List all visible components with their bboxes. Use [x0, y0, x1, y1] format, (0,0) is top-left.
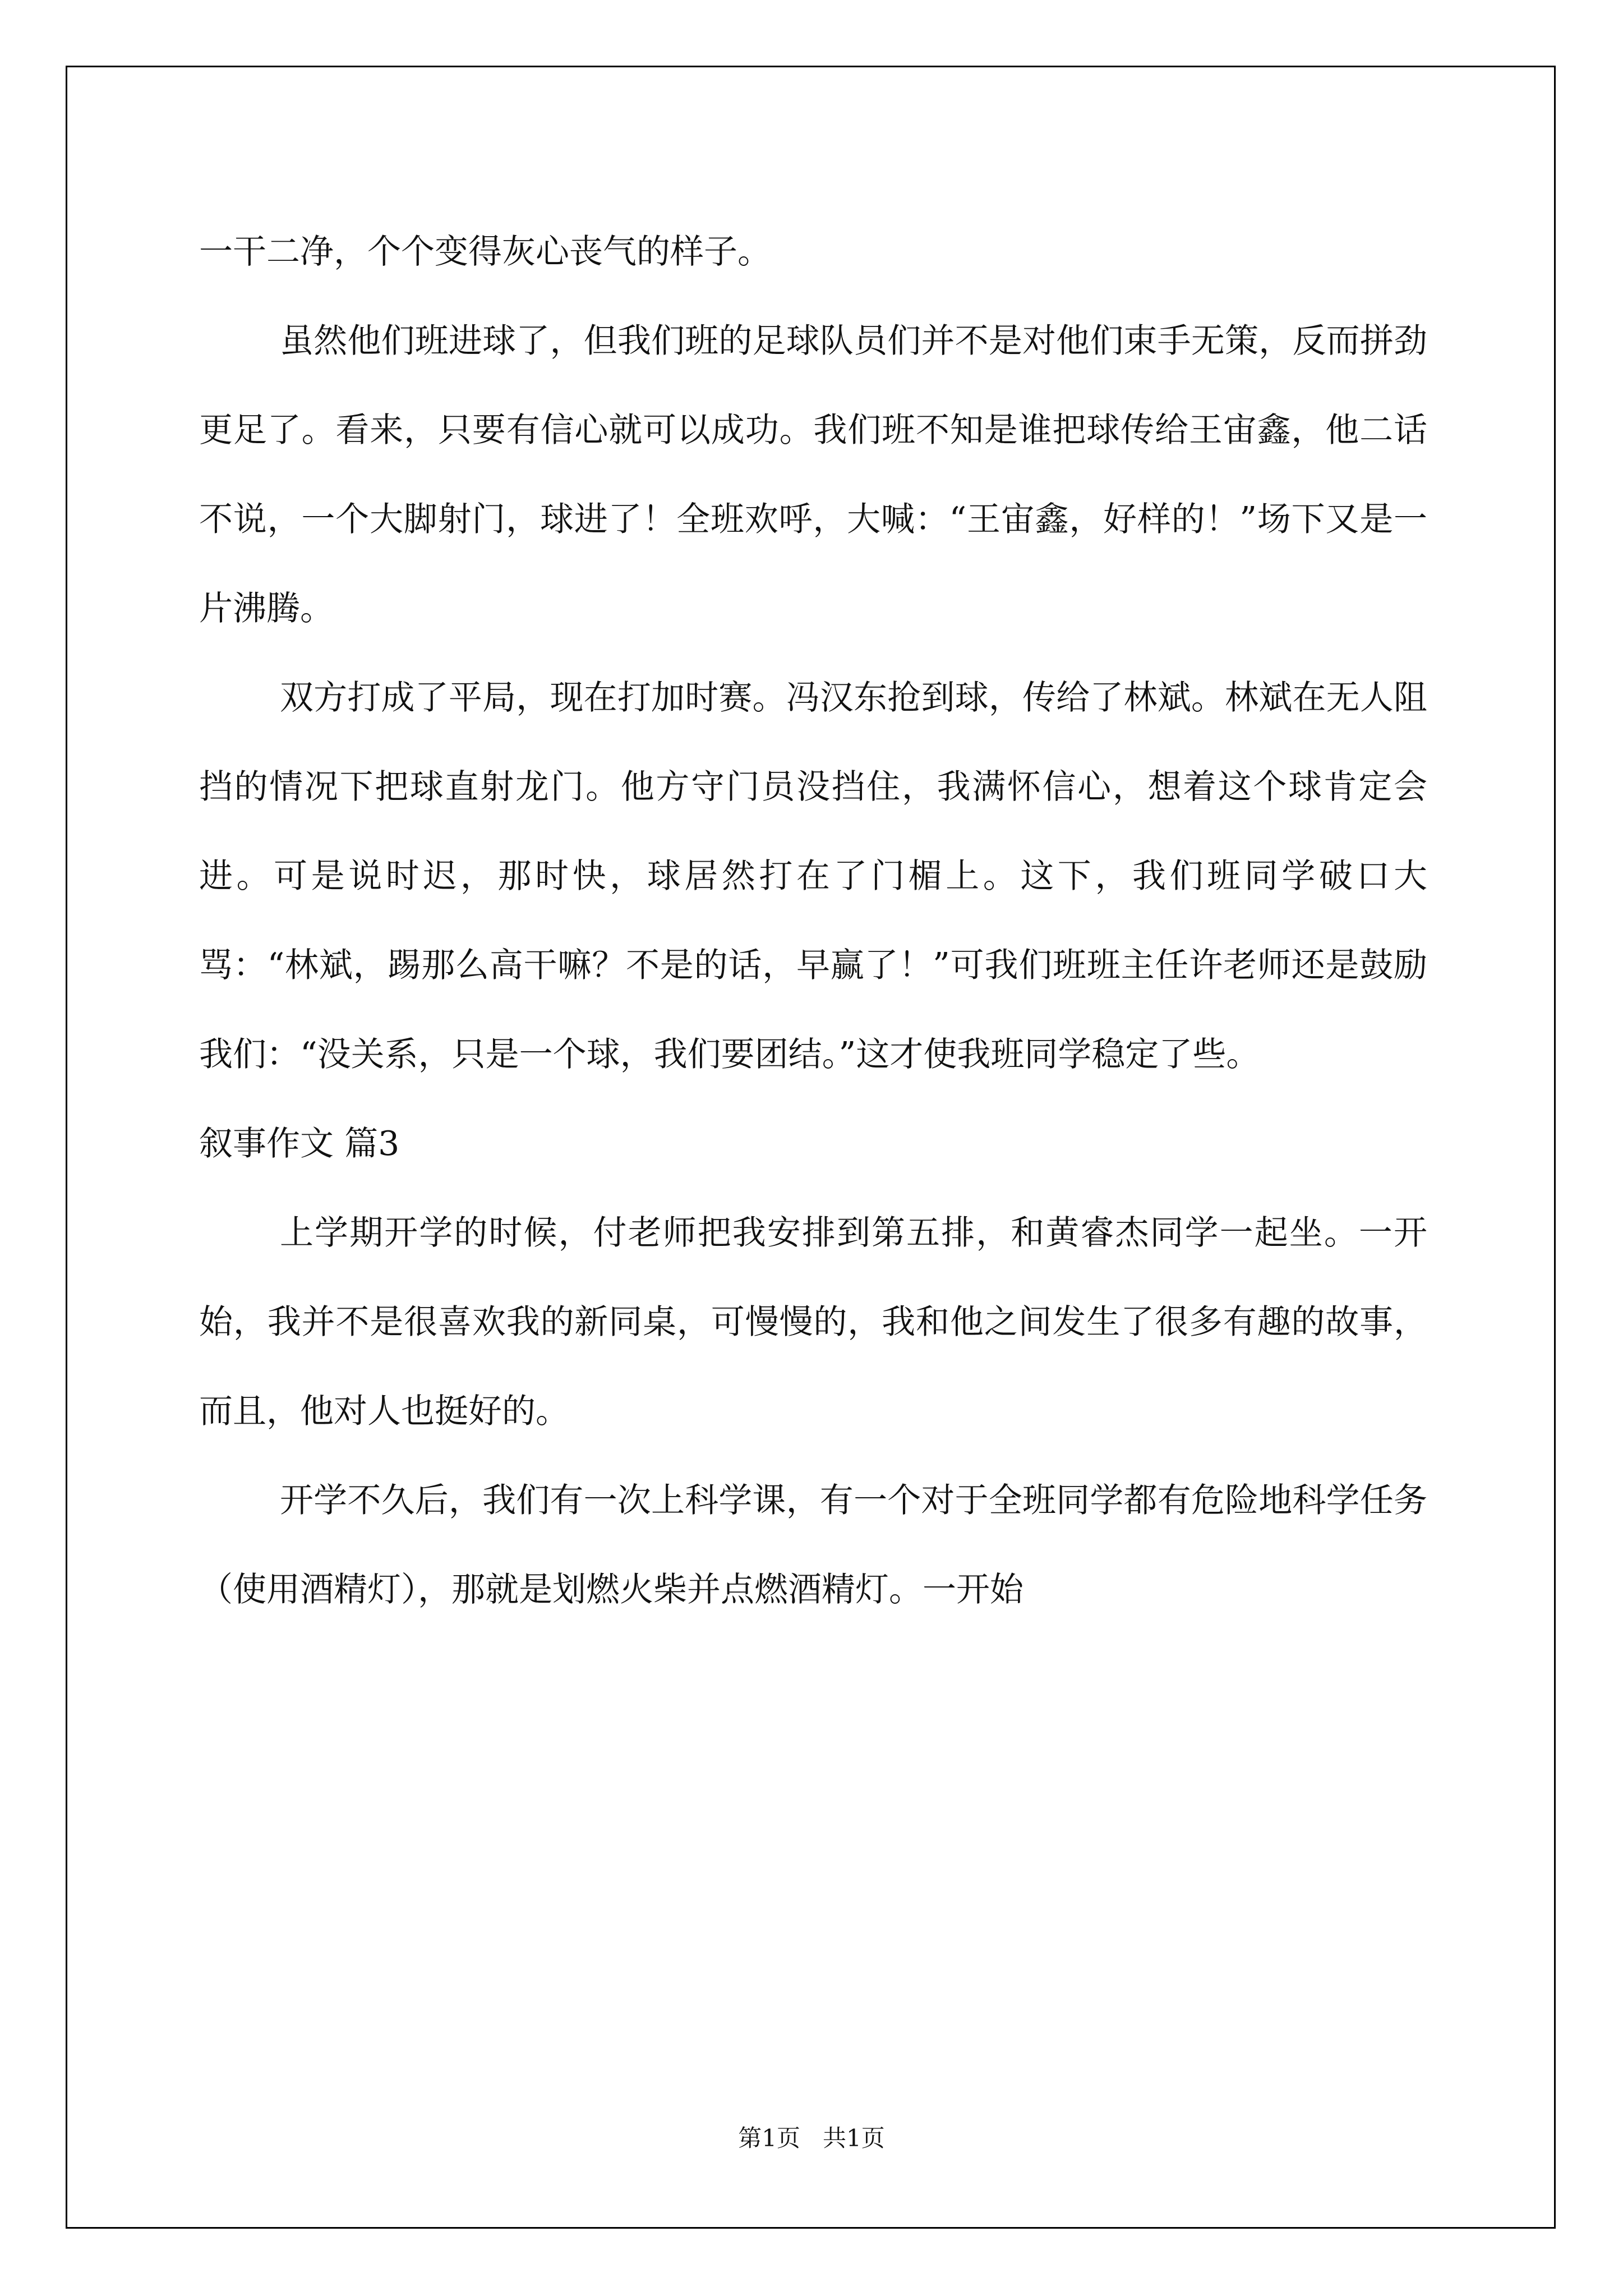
page-total: 共1页 — [823, 2124, 885, 2152]
paragraph: 开学不久后，我们有一次上科学课，有一个对于全班同学都有危险地科学任务（使用酒精灯），那就是划燃火柴并点燃酒精灯。一开始 — [199, 1481, 1427, 1609]
paragraph-continuation: 一干二净，个个变得灰心丧气的样子。 — [199, 232, 771, 272]
paragraph: 虽然他们班进球了，但我们班的足球队员们并不是对他们束手无策，反而拼劲更足了。看来，只要有信心就可以成功。我们班不知是谁把球传给王宙鑫，他二话不说，一个大脚射门，球进了！全班欢呼，大喊：“王宙鑫，好样的！”场下又是一片沸腾。 — [199, 321, 1427, 628]
document-body — [199, 208, 1427, 1635]
page-footer — [0, 2122, 1623, 2155]
paragraph: 上学期开学的时候，付老师把我安排到第五排，和黄睿杰同学一起坐。一开始，我并不是很喜欢我的新同桌，可慢慢的，我和他之间发生了很多有趣的故事，而且，他对人也挺好的。 — [199, 1213, 1427, 1431]
section-heading: 叙事作文 篇3 — [199, 1124, 400, 1163]
page-number: 第1页 — [738, 2124, 800, 2152]
paragraph: 双方打成了平局，现在打加时赛。冯汉东抢到球，传给了林斌。林斌在无人阻挡的情况下把球直射龙门。他方守门员没挡住，我满怀信心，想着这个球肯定会进。可是说时迟，那时快，球居然打在了门楣上。这下，我们班同学破口大骂：“林斌，踢那么高干嘛？不是的话，早赢了！”可我们班班主任许老师还是鼓励我们：“没关系，只是一个球，我们要团结。”这才使我班同学稳定了些。 — [199, 678, 1427, 1074]
